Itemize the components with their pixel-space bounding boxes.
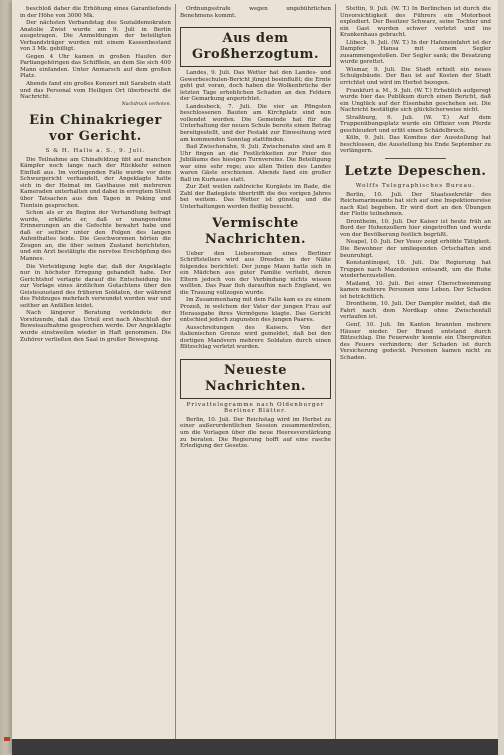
column-rule: [175, 4, 176, 744]
paragraph: Straßburg, 9. Juli. (W. T.) Auf dem Truppenübungsplatz wurde ein Offizier vom Pferde geschleudert und erlitt einen Schädelbruch.: [340, 114, 491, 134]
section-subheading: Privattelegramme nach Oldenburger Berliner Blätter.: [186, 401, 325, 415]
paragraph: Der nächsten Verbandstag des Sozialdemokraten Anatolie Zwist wurde am 9. Juli in Berlin ausgetragen. Die Anmeldungen der beteiligten Verbandsträger wurden mit einem Kassenbestand von 3 Mk. gebilligt.: [20, 20, 171, 53]
paragraph: Drontheim, 10. Juli. Der Dampfer meldet, daß die Fahrt nach dem Nordkap ohne Zwischenfall verlaufen ist.: [340, 301, 491, 321]
section-heading: Neueste Nachrichten.: [180, 359, 331, 399]
paragraph: Im Zusammenhang mit dem Falle kam es zu einem Prozeß, in welchem der Vater der jungen Frau auf Herausgabe ihres Vermögens klagte. Das Gericht entschied jedoch zugunsten des jungen Paares.: [180, 297, 331, 324]
paragraph: Landes, 9. Juli. Das Wetter hat den Landes- und Gewerbeschulen-Bericht jüngst beeinflußt; die Ernte geht gut voran, doch haben die Wolkenbrüche der letzten Tage erheblichen Schaden an den Feldern der Gemarkung angerichtet.: [180, 70, 331, 103]
paragraph: Köln, 9. Juli. Das Komitee der Ausstellung hat beschlossen, die Ausstellung bis Ende September zu verlängern.: [340, 135, 491, 155]
paragraph: Landesbeck, 7. Juli. Die vier an Pfingsten beschlossenen Bauten am Kirchplatz sind nun vollendet worden. Die Gemeinde hat für die Unterhaltung der neuen Schule bereits einen Betrag bereitgestellt, und der Festakt zur Einweihung wird am kommenden Sonntag stattfinden.: [180, 103, 331, 143]
paragraph: Schon als er zu Beginn der Verhandlung befragt wurde, erklärte er, daß er unangenehme Erinnerungen an die Gefechte bewahrt habe und daß er seither unter den Folgen des langen Aufenthaltes leide. Die Geschworenen hörten die Zeugen an, die über seinen Zustand berichteten, und ein Arzt bestätigte die nervöse Erschöpfung des Mannes.: [20, 210, 171, 262]
paragraph: Ordnungsstrafe wegen ungebührlichen Benehmens kommt.: [180, 6, 331, 19]
paragraph: Die Verteidigung legte dar, daß der Angeklagte nur in höchster Erregung gehandelt habe. Der Gerichtshof vertagte darauf die Entscheidung bis zur Vorlage eines ärztlichen Gutachtens über den Geisteszustand des früheren Soldaten, der während des Feldzuges mehrfach verwundet worden war und seither an Anfällen leidet.: [20, 263, 171, 309]
newspaper-page: [12, 0, 498, 755]
column-3: [340, 6, 491, 362]
section-heading: Ein Chinakrieger vor Gericht.: [29, 113, 162, 145]
paragraph: Konstantinopel, 10. Juli. Die Regierung hat Truppen nach Mazedonien entsandt, um die Ruhe wiederherzustellen.: [340, 260, 491, 280]
page-binding: [0, 0, 12, 755]
paragraph: Mailand, 10. Juli. Bei einer Überschwemmung kamen mehrere Personen ums Leben. Der Schaden ist beträchtlich.: [340, 280, 491, 300]
section-heading: Aus dem Großherzogtum.: [180, 27, 331, 67]
paragraph: Lübeck, 9. Juli. (W. T.) In der Hafeneinfahrt ist der Dampfer Hansa mit einem Segler zusammengestoßen. Der Segler sank; die Besatzung wurde gerettet.: [340, 39, 491, 66]
paragraph: Stettin, 9. Juli. (W. T.) In Berlinchen ist durch die Unvorsichtigkeit des Führers ein Motorboot explodiert. Der Besitzer Schwarz, seine Tochter und ein Gast wurden schwer verletzt und ins Krankenhaus gebracht.: [340, 6, 491, 39]
paragraph: Gegen 4 Uhr kamen in großen Haufen der Partiangehörigen das Schifflein, an dem Sie sich 400 Mann einfanden. Unter Anmarsch auf dem großen Platz.: [20, 53, 171, 80]
paragraph: Abends fand ein großes Konzert mit Sarabeln statt und das Personal vom Heiligen Ort überbracht die Nachricht.: [20, 81, 171, 101]
paragraph: Neapel, 10. Juli. Der Vesuv zeigt erhöhte Tätigkeit. Die Bewohner der umliegenden Ortschaften sind beunruhigt.: [340, 239, 491, 259]
scan-marker: [4, 737, 10, 741]
paragraph: Die Teilnahme am Chinafeldzug übt auf manchen Kämpfer noch lange nach der Rückkehr seinen Einfluß aus. Im vorliegenden Falle wurde vor dem Schwurgericht verhandelt, der Angeklagte hatte sich in der Heimat im Gasthause mit mehreren Kameraden unterhalten und dabei in erregtem Streit über Tatsachen aus den Tagen in Peking und Tientsin gesprochen.: [20, 156, 171, 209]
paragraph: Ueber den Liebesroman eines Berliner Schriftstellers wird aus Dresden in der Nähe folgendes berichtet: Der junge Mann hatte sich in ein Mädchen aus guter Familie verliebt, deren Eltern jedoch von der Verbindung nichts wissen wollten. Das Paar floh daraufhin nach England, wo die Trauung vollzogen wurde.: [180, 250, 331, 296]
paragraph: Drontheim, 10. Juli. Der Kaiser ist heute früh an Bord der Hohenzollern hier eingetroffen und wurde von der Bevölkerung festlich begrüßt.: [340, 218, 491, 238]
paragraph: Genf, 10. Juli. Im Kanton brannten mehrere Häuser nieder. Der Brand entstand durch Blitzschlag. Die Feuerwehr konnte ein Übergreifen des Feuers verhindern; der Schaden ist durch Versicherung gedeckt. Personen kamen nicht zu Schaden.: [340, 321, 491, 361]
section-heading: Letzte Depeschen.: [344, 164, 487, 180]
reprint-notice: Nachdruck verboten.: [121, 101, 171, 107]
paragraph: Zur Zeit weilen zahlreiche Kurgäste im Bade, die Zahl der Badegäste übertrifft die des vorigen Jahres bei weitem. Das Wetter ist günstig und die Unterhaltungen werden fleißig besucht.: [180, 184, 331, 211]
section-heading: Vermischte Nachrichten.: [204, 215, 307, 247]
paragraph: Wismar, 9. Juli. Die Stadt erhielt ein neues Schulgebäude. Der Bau ist auf Kosten der Stadt errichtet und wird im Herbst bezogen.: [340, 66, 491, 87]
paragraph: Ausschreitungen des Kaisers. Von der italienischen Grenze wird gemeldet, daß bei den dortigen Manövern mehrere Soldaten durch einen Blitzschlag verletzt wurden.: [180, 324, 331, 351]
dateline: S & H. Halle a. S., 9. Juli.: [45, 148, 146, 155]
paragraph: Frankfurt a. M., 9. Juli. (W. T.) Erheblich aufgeregt wurde hier das Publikum durch einen Bericht, daß ein Unglück auf der Eisenbahn geschehen sei. Die Nachricht bestätigte sich glücklicherweise nicht.: [340, 87, 491, 114]
paragraph: Berlin, 10. Juli. Der Staatssekretär des Reichsmarineamts hat sich auf eine Inspektionsreise nach Kiel begeben. Er wird dort an den Übungen der Flotte teilnehmen.: [340, 191, 491, 218]
column-1: [20, 6, 171, 344]
column-2: [180, 6, 331, 451]
paragraph: Berlin, 10. Juli. Der Reichstag wird im Herbst zu einer außerordentlichen Session zusammentreten, um die Vorlagen über die neue Heeresverstärkung zu beraten. Die Regierung hofft auf eine rasche Erledigung der Gesetze.: [180, 416, 331, 450]
divider: [385, 158, 445, 159]
section-subheading: Wolffs Telegraphisches Bureau.: [355, 183, 476, 190]
paragraph: Nach längerer Beratung verkündete der Vorsitzende, daß das Urteil erst nach Abschluß der Beweisaufnahme gesprochen werde. Der Angeklagte wurde einstweilen wieder in Haft genommen. Die Zuhörer verließen den Saal in großer Bewegung.: [20, 310, 171, 343]
scan-border: [12, 739, 498, 755]
paragraph: Bad Zwischenahn, 9. Juli. Zwischenahn sind am 8 Uhr fingen an die Festlichkeiten zur Feier des Jubiläums des hiesigen Turnvereins. Die Beteiligung war eine sehr rege; aus allen Teilen des Landes waren Gäste erschienen. Abends fand ein großer Ball im Kurhause statt.: [180, 144, 331, 183]
column-rule: [335, 4, 336, 744]
paragraph: beschloß daher die Erhöhung eines Garantiefonds in der Höhe von 3000 Mk.: [20, 6, 171, 19]
